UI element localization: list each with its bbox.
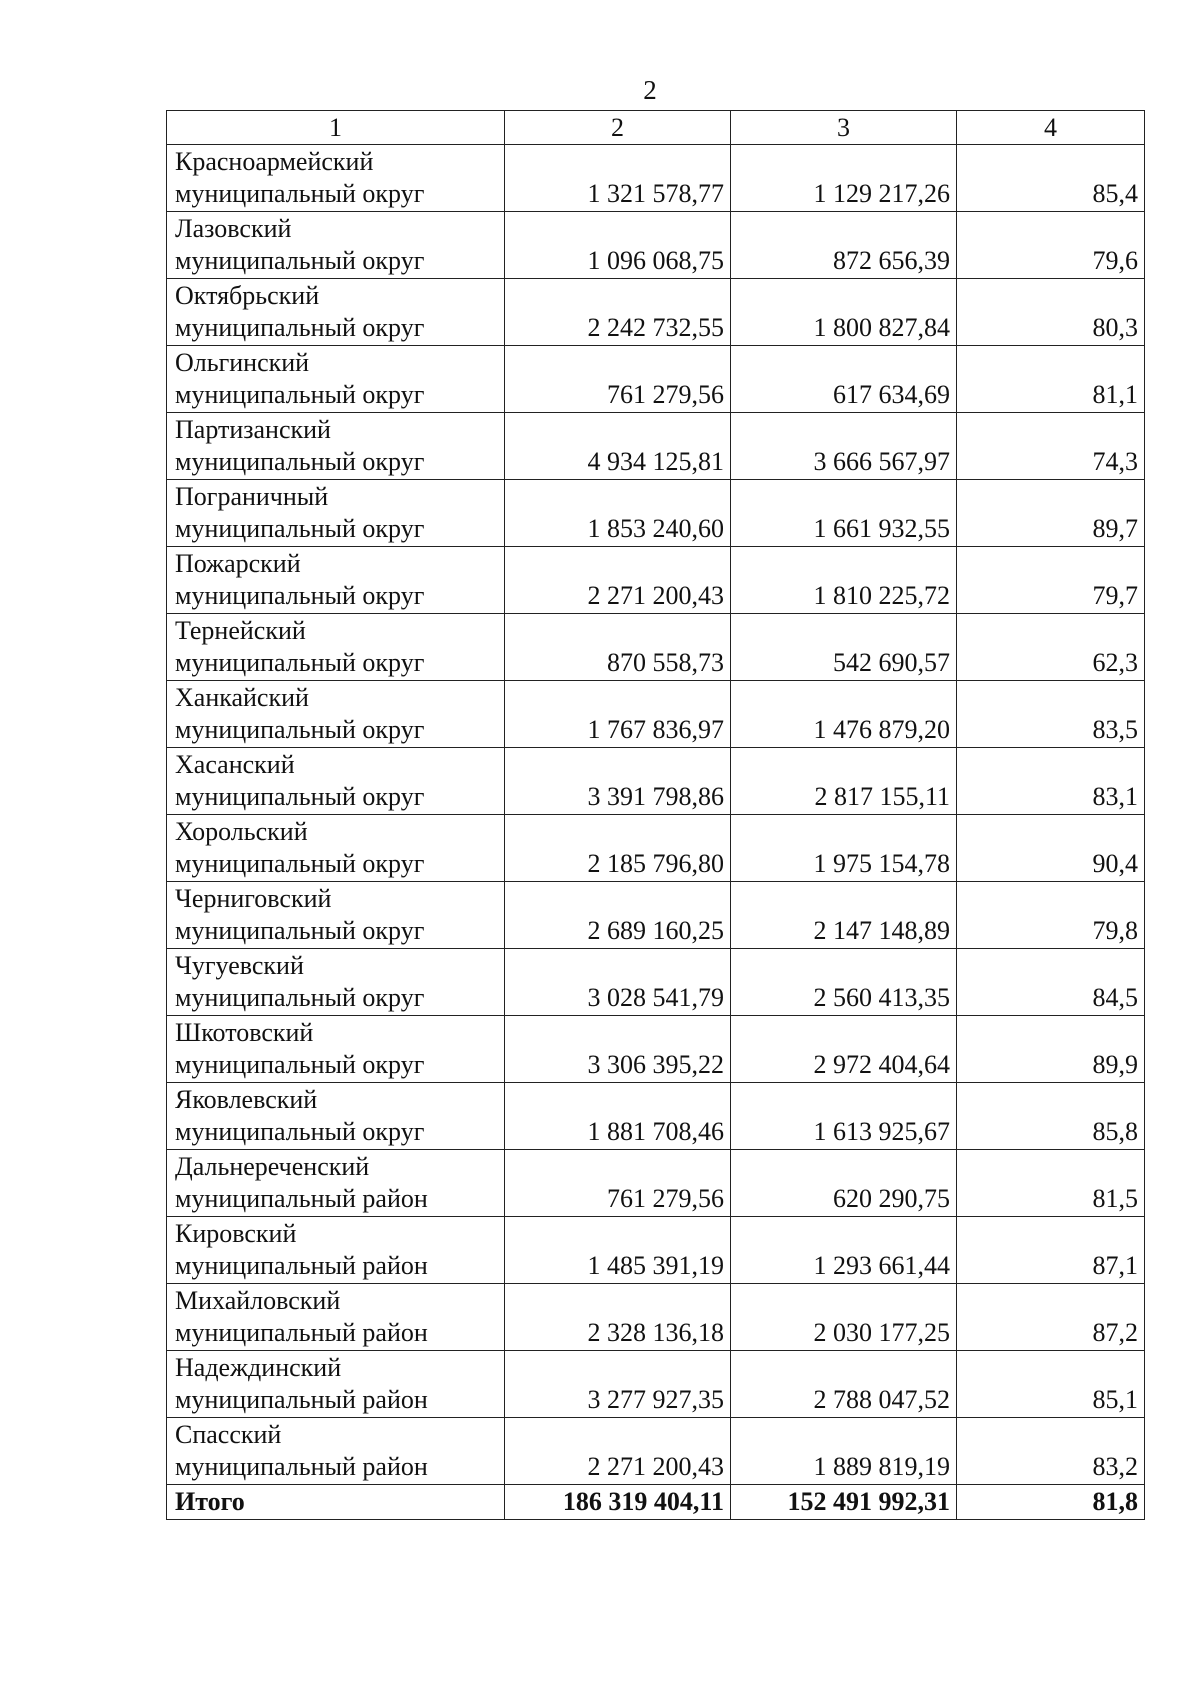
row-name-line2: муниципальный округ: [175, 916, 425, 945]
row-name-line1: Красноармейский: [175, 147, 374, 176]
row-name: [167, 1351, 505, 1418]
table-row: [167, 681, 1145, 748]
row-name-line2: муниципальный округ: [175, 1050, 425, 1079]
row-col4: 80,3: [957, 279, 1145, 346]
table-row: [167, 1150, 1145, 1217]
table-row: [167, 1284, 1145, 1351]
row-name: [167, 1284, 505, 1351]
row-col4: 84,5: [957, 949, 1145, 1016]
row-name: [167, 480, 505, 547]
table-row: [167, 279, 1145, 346]
row-col4: 79,6: [957, 212, 1145, 279]
row-name-line2: муниципальный округ: [175, 313, 425, 342]
table-body: [167, 145, 1145, 1520]
row-col3: 1 800 827,84: [731, 279, 957, 346]
total-col3: 152 491 992,31: [731, 1485, 957, 1520]
row-col2: 2 242 732,55: [505, 279, 731, 346]
row-col3: 620 290,75: [731, 1150, 957, 1217]
row-col3: 3 666 567,97: [731, 413, 957, 480]
row-name-line1: Пожарский: [175, 549, 301, 578]
row-name-line2: муниципальный округ: [175, 447, 425, 476]
row-col4: 83,5: [957, 681, 1145, 748]
row-name: [167, 279, 505, 346]
row-name-line1: Октябрьский: [175, 281, 320, 310]
row-name-line1: Хорольский: [175, 817, 308, 846]
row-name: [167, 1083, 505, 1150]
row-col3: 2 030 177,25: [731, 1284, 957, 1351]
total-col2: 186 319 404,11: [505, 1485, 731, 1520]
row-name-line2: муниципальный район: [175, 1452, 428, 1481]
column-header-4: 4: [957, 111, 1145, 145]
column-header-1: 1: [167, 111, 505, 145]
row-col3: 2 147 148,89: [731, 882, 957, 949]
table-row: [167, 1418, 1145, 1485]
total-label: Итого: [167, 1485, 505, 1520]
row-col3: 2 788 047,52: [731, 1351, 957, 1418]
row-col2: 1 853 240,60: [505, 480, 731, 547]
row-name-line2: муниципальный округ: [175, 514, 425, 543]
row-name-line2: муниципальный округ: [175, 380, 425, 409]
row-col2: 761 279,56: [505, 346, 731, 413]
row-name: [167, 614, 505, 681]
row-name-line1: Партизанский: [175, 415, 331, 444]
row-col2: 1 321 578,77: [505, 145, 731, 212]
row-col4: 83,1: [957, 748, 1145, 815]
row-name: [167, 882, 505, 949]
table-row: [167, 1083, 1145, 1150]
row-name-line2: муниципальный район: [175, 1385, 428, 1414]
table-row: [167, 1351, 1145, 1418]
row-col2: 2 328 136,18: [505, 1284, 731, 1351]
row-name: [167, 949, 505, 1016]
row-col2: 761 279,56: [505, 1150, 731, 1217]
row-name-line1: Шкотовский: [175, 1018, 314, 1047]
row-col2: 3 391 798,86: [505, 748, 731, 815]
row-col4: 89,9: [957, 1016, 1145, 1083]
table-row: [167, 547, 1145, 614]
row-col3: 1 661 932,55: [731, 480, 957, 547]
row-name-line1: Яковлевский: [175, 1085, 318, 1114]
row-name-line2: муниципальный округ: [175, 1117, 425, 1146]
row-name-line1: Михайловский: [175, 1286, 341, 1315]
row-col3: 1 889 819,19: [731, 1418, 957, 1485]
table-row: [167, 882, 1145, 949]
row-name: [167, 346, 505, 413]
row-name-line1: Дальнереченский: [175, 1152, 370, 1181]
row-col4: 81,5: [957, 1150, 1145, 1217]
row-name-line1: Черниговский: [175, 884, 332, 913]
table-row: [167, 949, 1145, 1016]
row-name: [167, 1016, 505, 1083]
row-name: [167, 748, 505, 815]
row-name-line1: Кировский: [175, 1219, 297, 1248]
row-name: [167, 1418, 505, 1485]
table-row: [167, 748, 1145, 815]
row-name-line2: муниципальный район: [175, 1318, 428, 1347]
row-col3: 872 656,39: [731, 212, 957, 279]
column-header-2: 2: [505, 111, 731, 145]
table-row: [167, 346, 1145, 413]
table-row: [167, 480, 1145, 547]
row-name: [167, 1150, 505, 1217]
row-name-line1: Лазовский: [175, 214, 292, 243]
row-col4: 62,3: [957, 614, 1145, 681]
row-col4: 90,4: [957, 815, 1145, 882]
row-col2: 2 271 200,43: [505, 547, 731, 614]
row-col4: 83,2: [957, 1418, 1145, 1485]
row-col2: 4 934 125,81: [505, 413, 731, 480]
row-col2: 1 096 068,75: [505, 212, 731, 279]
row-name-line1: Спасский: [175, 1420, 282, 1449]
row-name-line2: муниципальный округ: [175, 648, 425, 677]
total-row: [167, 1485, 1145, 1520]
row-col4: 85,1: [957, 1351, 1145, 1418]
column-header-3: 3: [731, 111, 957, 145]
row-name: [167, 413, 505, 480]
row-col4: 81,1: [957, 346, 1145, 413]
row-col4: 79,7: [957, 547, 1145, 614]
row-col4: 85,4: [957, 145, 1145, 212]
row-col3: 2 560 413,35: [731, 949, 957, 1016]
row-name: [167, 681, 505, 748]
row-col2: 2 689 160,25: [505, 882, 731, 949]
row-name-line1: Хасанский: [175, 750, 295, 779]
table-row: [167, 212, 1145, 279]
row-col4: 87,2: [957, 1284, 1145, 1351]
row-name-line2: муниципальный район: [175, 1251, 428, 1280]
row-col3: 617 634,69: [731, 346, 957, 413]
row-col3: 1 293 661,44: [731, 1217, 957, 1284]
row-name: [167, 212, 505, 279]
row-name-line1: Чугуевский: [175, 951, 304, 980]
row-col2: 2 185 796,80: [505, 815, 731, 882]
row-col2: 1 485 391,19: [505, 1217, 731, 1284]
table-row: [167, 815, 1145, 882]
table-row: [167, 614, 1145, 681]
row-name-line2: муниципальный округ: [175, 782, 425, 811]
row-col3: 542 690,57: [731, 614, 957, 681]
row-name-line1: Ханкайский: [175, 683, 309, 712]
row-name-line2: муниципальный округ: [175, 581, 425, 610]
page-number: 2: [643, 75, 657, 105]
row-col4: 74,3: [957, 413, 1145, 480]
row-col4: 89,7: [957, 480, 1145, 547]
row-col3: 1 613 925,67: [731, 1083, 957, 1150]
row-name-line2: муниципальный округ: [175, 179, 425, 208]
row-col4: 85,8: [957, 1083, 1145, 1150]
row-name: [167, 815, 505, 882]
row-name-line2: муниципальный район: [175, 1184, 428, 1213]
row-name-line1: Тернейский: [175, 616, 306, 645]
row-name-line2: муниципальный округ: [175, 715, 425, 744]
header-row: [167, 111, 1145, 145]
data-table: [166, 110, 1145, 1520]
table-row: [167, 1217, 1145, 1284]
table-row: [167, 145, 1145, 212]
row-col2: 1 881 708,46: [505, 1083, 731, 1150]
row-name-line2: муниципальный округ: [175, 983, 425, 1012]
row-name: [167, 547, 505, 614]
row-col3: 1 129 217,26: [731, 145, 957, 212]
row-col2: 3 028 541,79: [505, 949, 731, 1016]
row-name-line1: Пограничный: [175, 482, 329, 511]
row-col3: 1 810 225,72: [731, 547, 957, 614]
row-col2: 3 277 927,35: [505, 1351, 731, 1418]
row-col3: 1 476 879,20: [731, 681, 957, 748]
table-row: [167, 1016, 1145, 1083]
row-col3: 2 972 404,64: [731, 1016, 957, 1083]
table-row: [167, 413, 1145, 480]
row-name-line1: Ольгинский: [175, 348, 310, 377]
row-name: [167, 145, 505, 212]
row-col2: 870 558,73: [505, 614, 731, 681]
row-col3: 2 817 155,11: [731, 748, 957, 815]
row-name-line2: муниципальный округ: [175, 849, 425, 878]
row-col3: 1 975 154,78: [731, 815, 957, 882]
row-name-line2: муниципальный округ: [175, 246, 425, 275]
total-col4: 81,8: [957, 1485, 1145, 1520]
row-col2: 3 306 395,22: [505, 1016, 731, 1083]
row-name-line1: Надеждинский: [175, 1353, 342, 1382]
row-col2: 2 271 200,43: [505, 1418, 731, 1485]
row-col4: 79,8: [957, 882, 1145, 949]
row-col2: 1 767 836,97: [505, 681, 731, 748]
row-name: [167, 1217, 505, 1284]
row-col4: 87,1: [957, 1217, 1145, 1284]
